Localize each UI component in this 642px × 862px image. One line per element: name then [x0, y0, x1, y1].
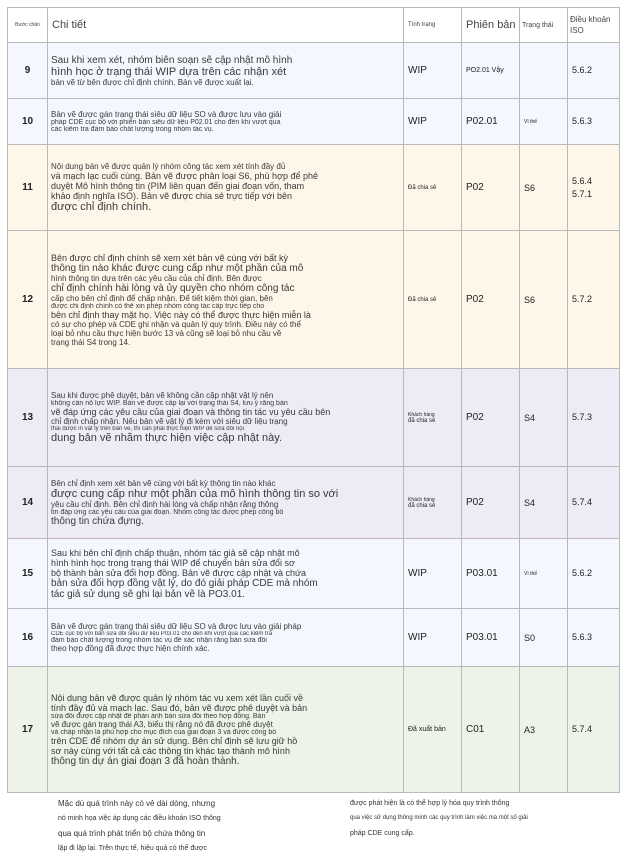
- detail-line: Bên được chỉ định chính sẽ xem xét bản vẽ cùng với bất kỳ: [51, 252, 288, 263]
- header-iso-clause: Điều khoản ISO: [568, 8, 620, 43]
- state-cell: S6: [520, 231, 568, 369]
- detail-line: thái được in vật lý trên bản vẽ, thì cần phải thực hiện WIP để sửa đổi nội: [51, 426, 244, 432]
- status-cell: WIP: [404, 99, 462, 145]
- version-cell: P02: [462, 145, 520, 231]
- footer-text: [0, 796, 642, 862]
- iso-cell: [568, 539, 620, 609]
- version-cell: P02.01: [462, 99, 520, 145]
- footer-line: nó minh họa việc áp dụng các điều khoản ISO thông: [58, 815, 221, 822]
- detail-line: hình hình học trong trạng thái WIP để chuyển bản sửa đổi sơ: [51, 557, 295, 568]
- status-cell: Đã chia sẻ: [404, 231, 462, 369]
- version-cell: P02: [462, 369, 520, 467]
- iso-cell: [568, 467, 620, 539]
- table-header-row: [8, 8, 620, 43]
- detail-line: Nội dung bản vẽ được quản lý nhóm tác vụ xem xét lần cuối về: [51, 692, 304, 703]
- status-cell: WIP: [404, 609, 462, 667]
- step-number: 14: [8, 467, 48, 539]
- header-version: Phiên bản: [462, 8, 520, 43]
- detail-line: bản vẽ từ bên được chỉ định chính. Bản vẽ được xuất lại.: [51, 77, 254, 87]
- iso-clause: 5.6.3: [572, 116, 593, 126]
- table-row: [8, 467, 620, 539]
- detail-line: duyệt Mô hình thông tin (PIM liên quan đến giai đoạn vốn, tham: [51, 181, 305, 191]
- status-line: Khách hàng: [408, 496, 435, 503]
- step-number: 17: [8, 667, 48, 793]
- step-number: 12: [8, 231, 48, 369]
- state-cell: S4: [520, 369, 568, 467]
- detail-line: tin đáp ứng các yêu cầu của giai đoạn. Nhóm công tác được phép công bố: [51, 508, 284, 516]
- status-line: đã chia sẻ: [408, 417, 436, 424]
- state-cell: S6: [520, 145, 568, 231]
- detail-line: Sau khi xem xét, nhóm biên soạn sẽ cập nhật mô hình: [51, 54, 293, 66]
- status-line: đã chia sẻ: [408, 502, 436, 509]
- detail-cell: [48, 43, 404, 99]
- iso-clause: 5.6.4: [572, 175, 593, 186]
- detail-line: Bên chỉ định xem xét bản vẽ cùng với bất kỳ thông tin nào khác: [51, 478, 276, 488]
- detail-line: đảm bảo chất lượng trong nhóm tác vụ để xác nhận rằng bản sửa đổi: [51, 637, 267, 644]
- status-cell: Đã xuất bản: [404, 667, 462, 793]
- detail-line: chỉ định chấp nhận. Nếu bản vẽ vật lý đi kèm với siêu dữ liệu trạng: [51, 417, 288, 426]
- step-number: 10: [8, 99, 48, 145]
- detail-line: bên chỉ định thay mặt họ. Việc này có thể được thực hiện miễn là: [51, 309, 311, 320]
- version-cell: P03.01: [462, 539, 520, 609]
- detail-line: thông tin nào khác được cung cấp như một phần của mô: [51, 262, 304, 274]
- table-row: [8, 231, 620, 369]
- detail-line: không cần nỗ lực WIP. Bản vẽ được cấp lại với trạng thái S4, lưu ý rằng bản: [51, 400, 288, 407]
- status-cell: [404, 467, 462, 539]
- table-row: [8, 99, 620, 145]
- detail-cell: [48, 539, 404, 609]
- status-cell: Đã chia sẻ: [404, 145, 462, 231]
- detail-line: tính đầy đủ và mạch lạc. Sau đó, bản vẽ được phê duyệt và bản: [51, 702, 308, 713]
- detail-line: sơ này cùng với tất cả các thông tin khác tạo thành mô hình: [51, 745, 290, 756]
- status-cell: WIP: [404, 43, 462, 99]
- iso-cell: [568, 609, 620, 667]
- state-cell: S0: [520, 609, 568, 667]
- iso-clause: 5.7.2: [572, 294, 593, 304]
- detail-line: theo hợp đồng đã được thực hiện chính xác.: [51, 644, 210, 653]
- detail-line: thông tin chứa đựng.: [51, 515, 144, 527]
- detail-line: thông tin dự án giai đoạn 3 đã hoàn thành.: [51, 755, 240, 767]
- detail-line: bộ thành bản sửa đổi hợp đồng. Bản vẽ được cập nhật và chứa: [51, 567, 307, 578]
- iso-cell: [568, 667, 620, 793]
- header-state: Trạng thái: [520, 8, 568, 43]
- iso-cell: [568, 99, 620, 145]
- footer-line: lặp đi lặp lại. Trên thực tế, hiệu quả có thể được: [58, 845, 207, 852]
- detail-line: chỉ định chính hài lòng và ủy quyền cho nhóm công tác: [51, 282, 295, 294]
- table-row: [8, 539, 620, 609]
- detail-line: loại bỏ nhu cầu thực hiện bước 13 và cũng sẽ loại bỏ nhu cầu về: [51, 328, 282, 338]
- detail-line: Bản vẽ được gán trạng thái siêu dữ liệu SO và được lưu vào giải: [51, 110, 282, 119]
- version-cell: PO2.01 Vậy: [462, 43, 520, 99]
- detail-line: các kiểm tra đảm bảo chất lượng trong nhóm tác vụ.: [51, 126, 214, 133]
- detail-line: trạng thái S4 trong 14.: [51, 337, 131, 347]
- status-line: Khách hàng: [408, 411, 435, 418]
- step-number: 11: [8, 145, 48, 231]
- detail-line: bản sửa đổi hợp đồng vật lý, do đó giải pháp CDE mà nhóm: [51, 577, 318, 589]
- detail-line: Sau khi bên chỉ định chấp thuận, nhóm tác giả sẽ cập nhật mô: [51, 547, 300, 558]
- detail-line: CDE cục bộ với bản sửa đổi siêu dữ liệu P03.01 cho đến khi vượt qua các kiểm tra: [51, 631, 273, 637]
- step-number: 15: [8, 539, 48, 609]
- footer-left-column: [58, 796, 318, 856]
- step-number: 13: [8, 369, 48, 467]
- detail-line: vẽ đáp ứng các yêu cầu của giai đoạn và thông tin tác vụ yêu cầu bên: [51, 407, 331, 417]
- iso-cell: [568, 231, 620, 369]
- iso-cell: [568, 43, 620, 99]
- footer-line: Mặc dù quá trình này có vẻ dài dòng, nhưng: [58, 799, 216, 808]
- detail-line: dung bản vẽ nhằm thực hiện việc cập nhật này.: [51, 432, 282, 444]
- detail-cell: [48, 609, 404, 667]
- detail-line: Nội dung bản vẽ được quản lý nhóm công tác xem xét tính đầy đủ: [51, 162, 286, 171]
- iso-clause: 5.6.2: [572, 568, 593, 578]
- detail-cell: [48, 467, 404, 539]
- footer-line: pháp CDE cung cấp.: [350, 830, 415, 837]
- header-step: Bước chân: [8, 8, 48, 43]
- state-cell: Vì thế: [520, 99, 568, 145]
- iso-clause: 5.6.3: [572, 632, 593, 642]
- detail-line: khảo định nghĩa ISO). Bản vẽ được chia sẻ trực tiếp với bên: [51, 191, 292, 201]
- detail-cell: [48, 667, 404, 793]
- footer-right-column: [350, 796, 635, 841]
- detail-line: vẽ được gán trạng thái A3, biểu thị rằng nó đã được phê duyệt: [51, 719, 273, 729]
- detail-cell: [48, 145, 404, 231]
- detail-line: yêu cầu chỉ định. Bên chỉ định hài lòng và chấp nhận rằng thông: [51, 499, 279, 509]
- iso-clause: 5.7.1: [572, 188, 593, 199]
- iso-clause: 5.6.2: [572, 65, 593, 75]
- detail-cell: [48, 231, 404, 369]
- process-table: [7, 7, 620, 793]
- state-cell: A3: [520, 667, 568, 793]
- iso-clause: 5.7.3: [572, 412, 593, 422]
- detail-line: được cung cấp như một phần của mô hình thông tin so với: [51, 487, 339, 500]
- detail-line: Sau khi được phê duyệt, bản vẽ không cần cập nhật vật lý nên: [51, 391, 274, 400]
- detail-line: và chấp nhận là phù hợp cho mục đích của giai đoạn 3 và được công bố: [51, 728, 277, 736]
- footer-line: được phát hiện là có thể hợp lý hóa quy trình thông: [350, 800, 510, 807]
- iso-clause: 5.7.4: [572, 497, 593, 507]
- header-detail: Chi tiết: [48, 8, 404, 43]
- version-cell: P02: [462, 231, 520, 369]
- footer-line: qua việc sử dụng thông minh các quy trình làm việc mà một số giải: [350, 815, 528, 821]
- detail-cell: [48, 369, 404, 467]
- iso-clause: 5.7.4: [572, 724, 593, 734]
- step-number: 16: [8, 609, 48, 667]
- detail-line: được chỉ định chính.: [51, 201, 152, 213]
- detail-line: cấp cho bên chỉ định để chấp nhận. Để tiết kiệm thời gian, bên: [51, 293, 273, 303]
- detail-line: và mạch lạc cuối cùng. Bản vẽ được phân loại S6, phù hợp để phê: [51, 171, 318, 181]
- detail-line: pháp CDE cục bộ với phiên bản siêu dữ liệu P02.01 cho đến khi vượt qua: [51, 119, 281, 126]
- version-cell: P03.01: [462, 609, 520, 667]
- table-row: [8, 609, 620, 667]
- detail-line: có sự cho phép và CDE ghi nhận và quản lý quy trình. Điều này có thể: [51, 319, 301, 329]
- table-row: [8, 369, 620, 467]
- iso-cell: [568, 145, 620, 231]
- detail-line: hình học ở trạng thái WIP dựa trên các nhận xét: [51, 65, 287, 78]
- detail-line: hình thông tin dựa trên các yêu cầu của chỉ định. Bên được: [51, 273, 262, 283]
- version-cell: C01: [462, 667, 520, 793]
- state-cell: Vì thế: [520, 539, 568, 609]
- iso-cell: [568, 369, 620, 467]
- detail-line: được chỉ định chính có thể xin phép nhóm công tác cấp trực tiếp cho: [51, 302, 265, 310]
- table-row: [8, 145, 620, 231]
- state-cell: [520, 43, 568, 99]
- process-table-container: [7, 7, 619, 793]
- step-number: 9: [8, 43, 48, 99]
- table-row: [8, 43, 620, 99]
- status-cell: WIP: [404, 539, 462, 609]
- version-cell: P02: [462, 467, 520, 539]
- state-cell: S4: [520, 467, 568, 539]
- detail-line: tác giả sử dụng sẽ ghi lại bản vẽ là PO3.01.: [51, 588, 246, 600]
- detail-line: Bản vẽ được gán trạng thái siêu dữ liệu SO và được lưu vào giải pháp: [51, 622, 302, 631]
- detail-line: sửa đổi được cập nhật để phản ánh bản sửa đổi theo hợp đồng. Bản: [51, 712, 266, 720]
- detail-line: trên CDE để nhóm dự án sử dụng. Bên chỉ định sẽ lưu giữ hồ: [51, 735, 298, 746]
- detail-cell: [48, 99, 404, 145]
- footer-line: qua quá trình phát triển bộ chứa thông tin: [58, 829, 206, 838]
- header-status: Tình trạng: [404, 8, 462, 43]
- table-row: [8, 667, 620, 793]
- status-cell: [404, 369, 462, 467]
